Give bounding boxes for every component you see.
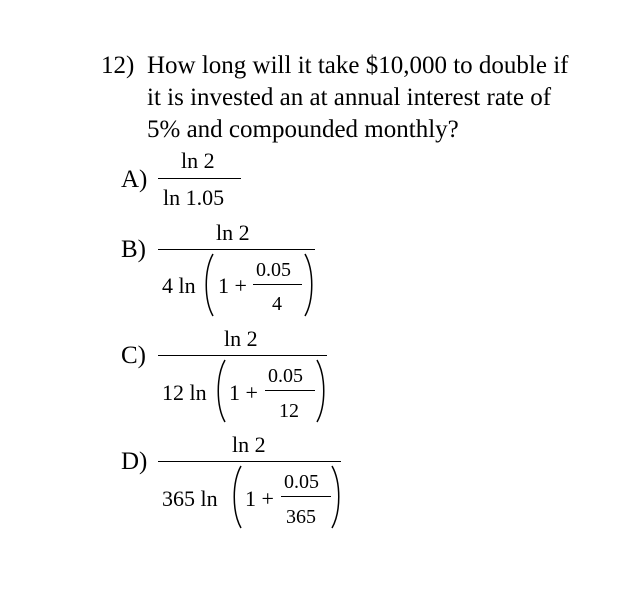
right-paren-icon — [330, 464, 344, 530]
option-b-inner-fraction-bar — [253, 284, 302, 285]
option-b-fraction-bar — [158, 249, 315, 250]
option-c-inner-fraction-bar — [265, 390, 315, 391]
right-paren-icon — [303, 252, 317, 318]
option-d-numerator: ln 2 — [232, 432, 266, 457]
right-paren-icon — [315, 358, 329, 424]
left-paren-icon — [213, 358, 227, 424]
option-d-fraction-bar — [158, 461, 341, 462]
question-number: 12) — [101, 52, 135, 79]
option-c-one-plus: 1 + — [229, 380, 258, 405]
option-d-inner-denominator: 365 — [286, 506, 316, 528]
option-d-one-plus: 1 + — [245, 486, 274, 511]
option-d-inner-numerator: 0.05 — [284, 471, 319, 493]
left-paren-icon — [229, 464, 243, 530]
option-d-inner-fraction-bar — [281, 496, 331, 497]
option-a-fraction-bar — [158, 178, 241, 179]
option-c-label: C) — [121, 342, 146, 369]
option-a-label: A) — [121, 166, 148, 193]
option-c-coefficient-ln: 12 ln — [162, 380, 207, 405]
option-c-inner-numerator: 0.05 — [268, 365, 303, 387]
option-b-numerator: ln 2 — [216, 220, 250, 245]
question-line: How long will it take $10,000 to double if — [147, 52, 569, 79]
option-d-label: D) — [121, 448, 148, 475]
option-a-numerator: ln 2 — [181, 148, 215, 173]
question-line: 5% and compounded monthly? — [147, 116, 459, 143]
question-text — [147, 50, 617, 146]
option-b-inner-numerator: 0.05 — [256, 259, 291, 281]
option-a-denominator: ln 1.05 — [163, 185, 225, 210]
option-b-one-plus: 1 + — [218, 273, 247, 298]
option-b-inner-denominator: 4 — [272, 293, 282, 315]
option-b-coefficient-ln: 4 ln — [162, 273, 196, 298]
option-c-numerator: ln 2 — [224, 326, 258, 351]
option-b-label: B) — [121, 236, 146, 263]
option-c-fraction-bar — [158, 355, 327, 356]
option-d-coefficient-ln: 365 ln — [162, 486, 218, 511]
option-c-inner-denominator: 12 — [279, 400, 299, 422]
left-paren-icon — [201, 252, 215, 318]
question-line: it is invested an at annual interest rate of — [147, 84, 552, 111]
